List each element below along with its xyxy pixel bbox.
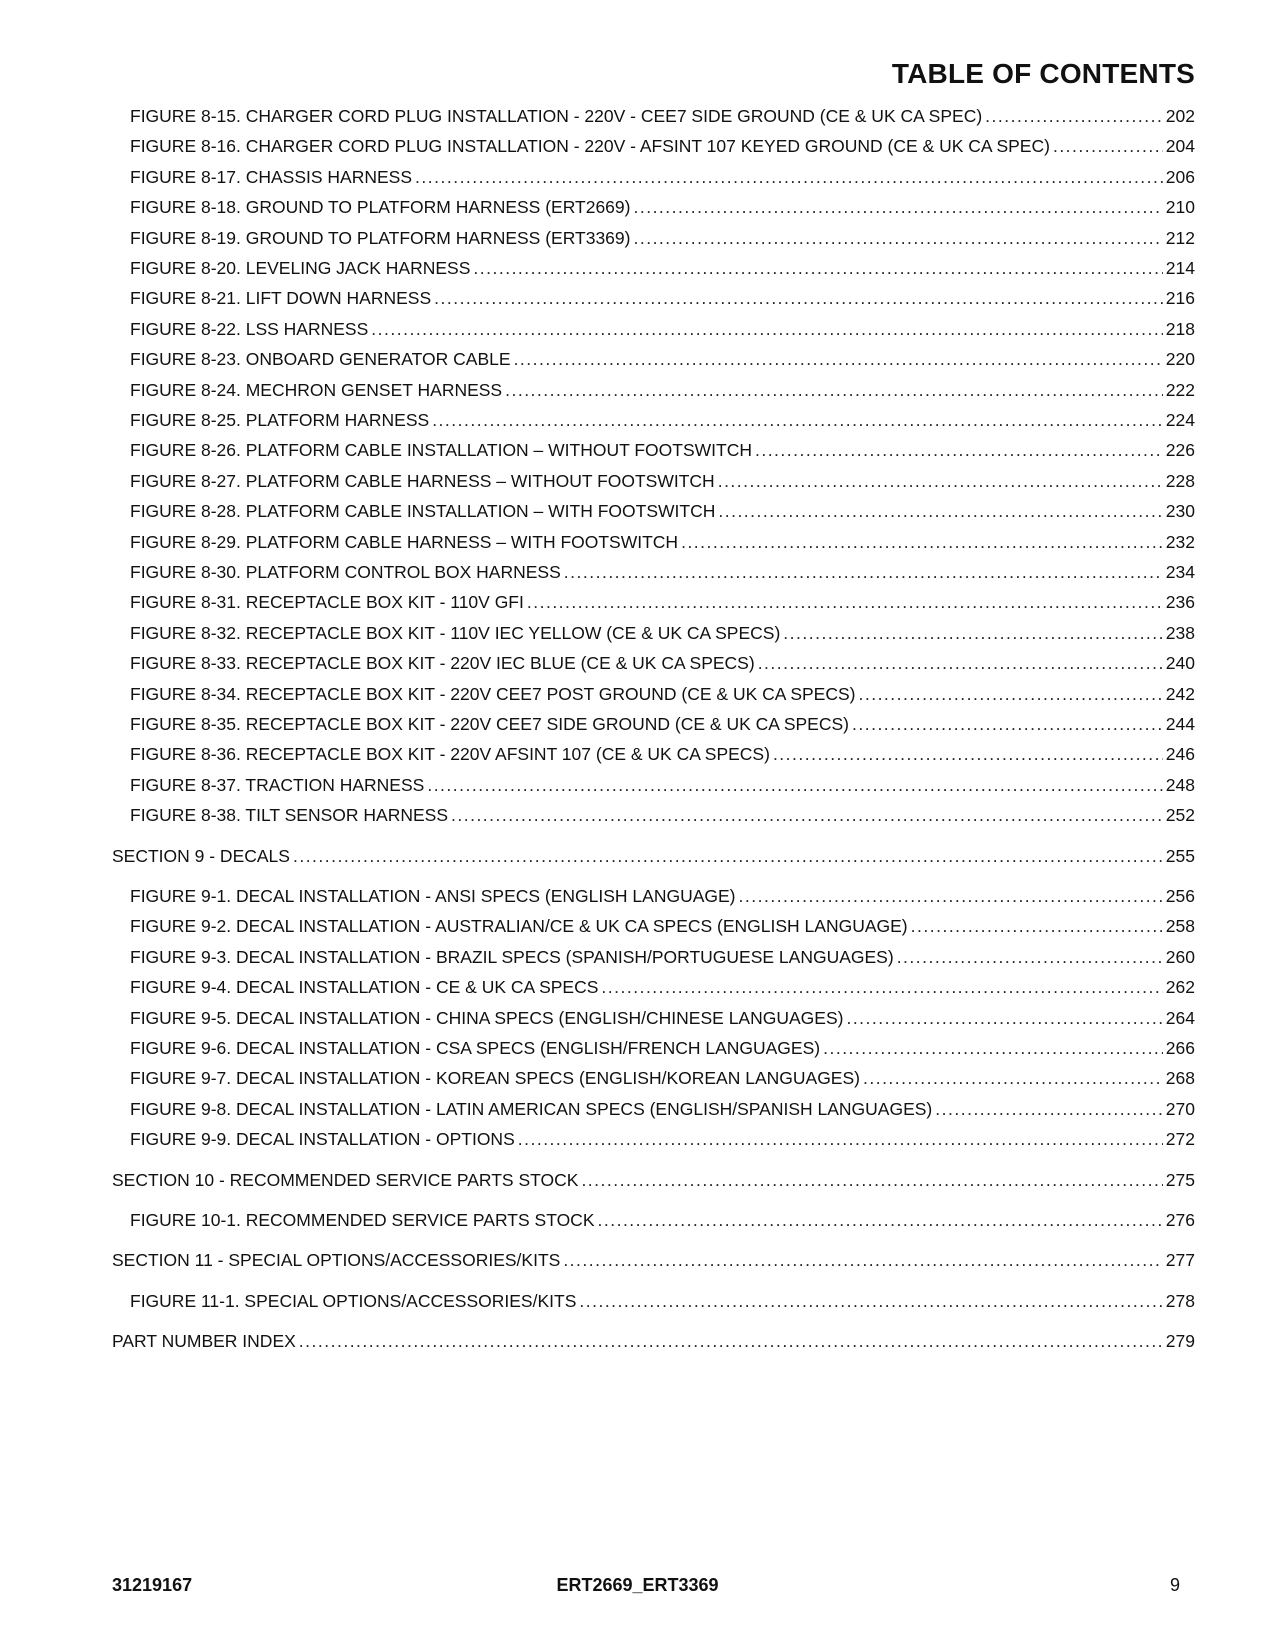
toc-section-entry[interactable] xyxy=(112,1331,1195,1355)
toc-entry-label: FIGURE 9-6. DECAL INSTALLATION - CSA SPECS (ENGLISH/FRENCH LANGUAGES) xyxy=(130,1038,821,1058)
toc-dot-leader xyxy=(473,258,1162,279)
toc-entry-page: 279 xyxy=(1165,1331,1195,1352)
toc-dot-leader xyxy=(911,916,1163,937)
toc-entry-page: 266 xyxy=(1165,1038,1195,1058)
toc-dot-leader xyxy=(415,167,1163,188)
toc-entry-page: 218 xyxy=(1165,318,1195,339)
toc-entry-label: FIGURE 8-15. CHARGER CORD PLUG INSTALLATION - 220V - CEE7 SIDE GROUND (CE & UK CA SPEC) xyxy=(130,106,983,126)
toc-figure-entry[interactable] xyxy=(130,714,1195,738)
toc-entry-page: 232 xyxy=(1165,531,1195,552)
toc-figure-entry[interactable] xyxy=(130,532,1195,556)
toc-entry-page: 256 xyxy=(1165,886,1195,906)
toc-figure-entry[interactable] xyxy=(130,653,1195,677)
toc-dot-leader xyxy=(755,440,1163,461)
toc-entry-label: FIGURE 8-19. GROUND TO PLATFORM HARNESS (ERT3369) xyxy=(130,227,631,248)
toc-entry-label: FIGURE 8-23. ONBOARD GENERATOR CABLE xyxy=(130,349,511,370)
toc-entry-page: 206 xyxy=(1165,166,1195,187)
toc-entry-page: 270 xyxy=(1165,1098,1195,1119)
toc-entry-page: 276 xyxy=(1165,1210,1195,1230)
toc-entry-label: FIGURE 8-20. LEVELING JACK HARNESS xyxy=(130,258,471,278)
toc-entry-label: FIGURE 10-1. RECOMMENDED SERVICE PARTS STOCK xyxy=(130,1210,595,1230)
toc-figure-entry[interactable] xyxy=(130,136,1195,160)
toc-entry-page: 240 xyxy=(1165,653,1195,674)
toc-entry-page: 260 xyxy=(1165,946,1195,967)
toc-figure-entry[interactable] xyxy=(130,916,1195,940)
toc-entry-label: SECTION 11 - SPECIAL OPTIONS/ACCESSORIES/KITS xyxy=(112,1250,561,1271)
toc-entry-page: 222 xyxy=(1165,379,1195,400)
toc-entry-page: 277 xyxy=(1165,1250,1195,1271)
toc-dot-leader xyxy=(863,1068,1163,1089)
toc-entry-page: 220 xyxy=(1165,349,1195,370)
toc-figure-entry[interactable] xyxy=(130,562,1195,586)
toc-entry-label: FIGURE 8-21. LIFT DOWN HARNESS xyxy=(130,288,432,309)
toc-dot-leader xyxy=(633,228,1162,249)
toc-entry-page: 264 xyxy=(1165,1007,1195,1028)
page-title: TABLE OF CONTENTS xyxy=(891,58,1195,89)
toc-entry-page: 255 xyxy=(1165,845,1195,866)
toc-entry-label: FIGURE 9-3. DECAL INSTALLATION - BRAZIL SPECS (SPANISH/PORTUGUESE LANGUAGES) xyxy=(130,946,894,967)
toc-figure-entry[interactable] xyxy=(130,977,1195,1001)
toc-entry-label: FIGURE 9-9. DECAL INSTALLATION - OPTIONS xyxy=(130,1129,515,1150)
toc-entry-page: 212 xyxy=(1165,227,1195,248)
toc-entry-label: FIGURE 9-5. DECAL INSTALLATION - CHINA SPECS (ENGLISH/CHINESE LANGUAGES) xyxy=(130,1007,844,1028)
toc-entry-page: 248 xyxy=(1165,774,1195,795)
toc-entry-label: FIGURE 8-35. RECEPTACLE BOX KIT - 220V CEE7 SIDE GROUND (CE & UK CA SPECS) xyxy=(130,714,849,734)
toc-dot-leader xyxy=(897,947,1163,968)
toc-entry-page: 214 xyxy=(1165,258,1195,278)
toc-entry-label: FIGURE 8-16. CHARGER CORD PLUG INSTALLATION - 220V - AFSINT 107 KEYED GROUND (CE & UK CA SPEC) xyxy=(130,136,1050,157)
toc-dot-leader xyxy=(985,106,1163,127)
toc-figure-entry[interactable] xyxy=(130,501,1195,525)
toc-entry-label: FIGURE 8-25. PLATFORM HARNESS xyxy=(130,410,430,430)
toc-dot-leader xyxy=(633,197,1162,218)
toc-dot-leader xyxy=(935,1099,1163,1120)
toc-figure-entry[interactable] xyxy=(130,1210,1195,1234)
toc-figure-entry[interactable] xyxy=(130,258,1195,282)
toc-figure-entry[interactable] xyxy=(130,288,1195,312)
toc-entry-label: FIGURE 9-4. DECAL INSTALLATION - CE & UK CA SPECS xyxy=(130,977,599,998)
toc-entry-label: FIGURE 8-36. RECEPTACLE BOX KIT - 220V AFSINT 107 (CE & UK CA SPECS) xyxy=(130,744,770,765)
toc-entry-label: FIGURE 8-27. PLATFORM CABLE HARNESS – WITHOUT FOOTSWITCH xyxy=(130,470,715,491)
toc-dot-leader xyxy=(823,1038,1163,1059)
toc-dot-leader xyxy=(783,623,1163,644)
toc-section-entry[interactable] xyxy=(112,1250,1195,1274)
toc-figure-entry[interactable] xyxy=(130,106,1195,130)
toc-figure-entry[interactable] xyxy=(130,319,1195,343)
toc-entry-label: PART NUMBER INDEX xyxy=(112,1331,296,1352)
toc-entry-page: 238 xyxy=(1165,622,1195,643)
toc-entry-page: 268 xyxy=(1165,1068,1195,1089)
toc-entry-label: FIGURE 8-32. RECEPTACLE BOX KIT - 110V IEC YELLOW (CE & UK CA SPECS) xyxy=(130,622,781,643)
toc-entry-page: 242 xyxy=(1165,683,1195,704)
toc-dot-leader xyxy=(514,349,1163,370)
toc-dot-leader xyxy=(758,653,1163,674)
toc-dot-leader xyxy=(718,501,1162,522)
toc-figure-entry[interactable] xyxy=(130,228,1195,252)
toc-dot-leader xyxy=(505,380,1163,401)
toc-dot-leader xyxy=(371,319,1163,340)
toc-figure-entry[interactable] xyxy=(130,775,1195,799)
toc-section-entry[interactable] xyxy=(112,846,1195,870)
toc-entry-page: 275 xyxy=(1165,1169,1195,1190)
toc-entry-page: 216 xyxy=(1165,288,1195,309)
toc-dot-leader xyxy=(858,684,1162,705)
toc-figure-entry[interactable] xyxy=(130,1291,1195,1315)
toc-entry-page: 236 xyxy=(1165,592,1195,613)
toc-section-entry[interactable] xyxy=(112,1170,1195,1194)
toc-figure-entry[interactable] xyxy=(130,1099,1195,1123)
toc-entry-label: FIGURE 8-17. CHASSIS HARNESS xyxy=(130,166,413,187)
toc-figure-entry[interactable] xyxy=(130,167,1195,191)
toc-entry-label: FIGURE 8-29. PLATFORM CABLE HARNESS – WITH FOOTSWITCH xyxy=(130,531,679,552)
toc-entry-label: FIGURE 8-28. PLATFORM CABLE INSTALLATION – WITH FOOTSWITCH xyxy=(130,501,716,522)
toc-entry-label: FIGURE 8-38. TILT SENSOR HARNESS xyxy=(130,805,448,826)
toc-entry-label: FIGURE 9-8. DECAL INSTALLATION - LATIN AMERICAN SPECS (ENGLISH/SPANISH LANGUAGES) xyxy=(130,1098,933,1119)
footer-page-number: 9 xyxy=(1170,1575,1181,1595)
footer-model: ERT2669_ERT3369 xyxy=(556,1575,719,1595)
toc-entry-page: 234 xyxy=(1165,562,1195,582)
toc-dot-leader xyxy=(427,775,1162,796)
toc-entry-label: SECTION 10 - RECOMMENDED SERVICE PARTS STOCK xyxy=(112,1169,579,1190)
toc-figure-entry[interactable] xyxy=(130,349,1195,373)
toc-dot-leader xyxy=(598,1210,1163,1231)
toc-figure-entry[interactable] xyxy=(130,1068,1195,1092)
toc-figure-entry[interactable] xyxy=(130,440,1195,464)
toc-entry-page: 226 xyxy=(1165,440,1195,461)
toc-entry-label: FIGURE 8-18. GROUND TO PLATFORM HARNESS (ERT2669) xyxy=(130,197,631,218)
toc-figure-entry[interactable] xyxy=(130,684,1195,708)
toc-figure-entry[interactable] xyxy=(130,886,1195,910)
toc-entry-page: 272 xyxy=(1165,1129,1195,1150)
toc-entry-label: FIGURE 8-24. MECHRON GENSET HARNESS xyxy=(130,379,503,400)
toc-entry-page: 202 xyxy=(1165,106,1195,126)
toc-figure-entry[interactable] xyxy=(130,1038,1195,1062)
toc-dot-leader xyxy=(852,714,1163,735)
toc-entry-label: FIGURE 8-22. LSS HARNESS xyxy=(130,318,369,339)
toc-entry-label: FIGURE 9-2. DECAL INSTALLATION - AUSTRALIAN/CE & UK CA SPECS (ENGLISH LANGUAGE) xyxy=(130,916,908,937)
toc-dot-leader xyxy=(581,1170,1162,1191)
toc-entry-page: 246 xyxy=(1165,744,1195,765)
toc-dot-leader xyxy=(773,744,1163,765)
toc-dot-leader xyxy=(432,410,1163,431)
toc-entry-label: FIGURE 8-34. RECEPTACLE BOX KIT - 220V CEE7 POST GROUND (CE & UK CA SPECS) xyxy=(130,683,856,704)
toc-dot-leader xyxy=(579,1291,1162,1312)
toc-figure-entry[interactable] xyxy=(130,1008,1195,1032)
toc-figure-entry[interactable] xyxy=(130,1129,1195,1153)
toc-entry-label: FIGURE 8-33. RECEPTACLE BOX KIT - 220V IEC BLUE (CE & UK CA SPECS) xyxy=(130,653,755,674)
toc-entry-page: 252 xyxy=(1165,805,1195,826)
toc-figure-entry[interactable] xyxy=(130,744,1195,768)
toc-entry-page: 224 xyxy=(1165,410,1195,430)
toc-entry-label: FIGURE 8-31. RECEPTACLE BOX KIT - 110V GFI xyxy=(130,592,524,613)
toc-dot-leader xyxy=(563,1250,1162,1271)
toc-dot-leader xyxy=(518,1129,1163,1150)
toc-entry-label: FIGURE 9-7. DECAL INSTALLATION - KOREAN SPECS (ENGLISH/KOREAN LANGUAGES) xyxy=(130,1068,860,1089)
toc-figure-entry[interactable] xyxy=(130,592,1195,616)
toc-entry-label: FIGURE 8-26. PLATFORM CABLE INSTALLATION – WITHOUT FOOTSWITCH xyxy=(130,440,752,461)
toc-entry-label: SECTION 9 - DECALS xyxy=(112,845,290,866)
toc-figure-entry[interactable] xyxy=(130,410,1195,434)
footer-doc-number: 31219167 xyxy=(112,1575,193,1595)
toc-dot-leader xyxy=(681,532,1163,553)
toc-entry-page: 278 xyxy=(1165,1290,1195,1311)
toc-figure-entry[interactable] xyxy=(130,197,1195,221)
toc-entry-page: 230 xyxy=(1165,501,1195,522)
toc-entry-label: FIGURE 8-30. PLATFORM CONTROL BOX HARNESS xyxy=(130,562,561,582)
toc-figure-entry[interactable] xyxy=(130,805,1195,829)
toc-dot-leader xyxy=(739,886,1163,907)
toc-dot-leader xyxy=(451,805,1163,826)
toc-entry-label: FIGURE 8-37. TRACTION HARNESS xyxy=(130,774,425,795)
toc-dot-leader xyxy=(527,592,1163,613)
toc-dot-leader xyxy=(718,471,1163,492)
toc-dot-leader xyxy=(299,1331,1163,1352)
toc-figure-entry[interactable] xyxy=(130,947,1195,971)
toc-dot-leader xyxy=(846,1008,1162,1029)
toc-figure-entry[interactable] xyxy=(130,380,1195,404)
toc-dot-leader xyxy=(1053,136,1163,157)
toc-dot-leader xyxy=(564,562,1163,583)
toc-entry-label: FIGURE 9-1. DECAL INSTALLATION - ANSI SPECS (ENGLISH LANGUAGE) xyxy=(130,886,736,906)
toc-figure-entry[interactable] xyxy=(130,623,1195,647)
toc-dot-leader xyxy=(293,846,1163,867)
toc-entry-page: 204 xyxy=(1165,136,1195,157)
toc-entry-label: FIGURE 11-1. SPECIAL OPTIONS/ACCESSORIES/KITS xyxy=(130,1290,577,1311)
toc-entry-page: 244 xyxy=(1165,714,1195,734)
toc-entry-page: 228 xyxy=(1165,470,1195,491)
toc-dot-leader xyxy=(601,977,1162,998)
toc-entry-page: 258 xyxy=(1165,916,1195,937)
toc-entry-page: 262 xyxy=(1165,977,1195,998)
toc-entry-page: 210 xyxy=(1165,197,1195,218)
toc-dot-leader xyxy=(434,288,1163,309)
toc-figure-entry[interactable] xyxy=(130,471,1195,495)
